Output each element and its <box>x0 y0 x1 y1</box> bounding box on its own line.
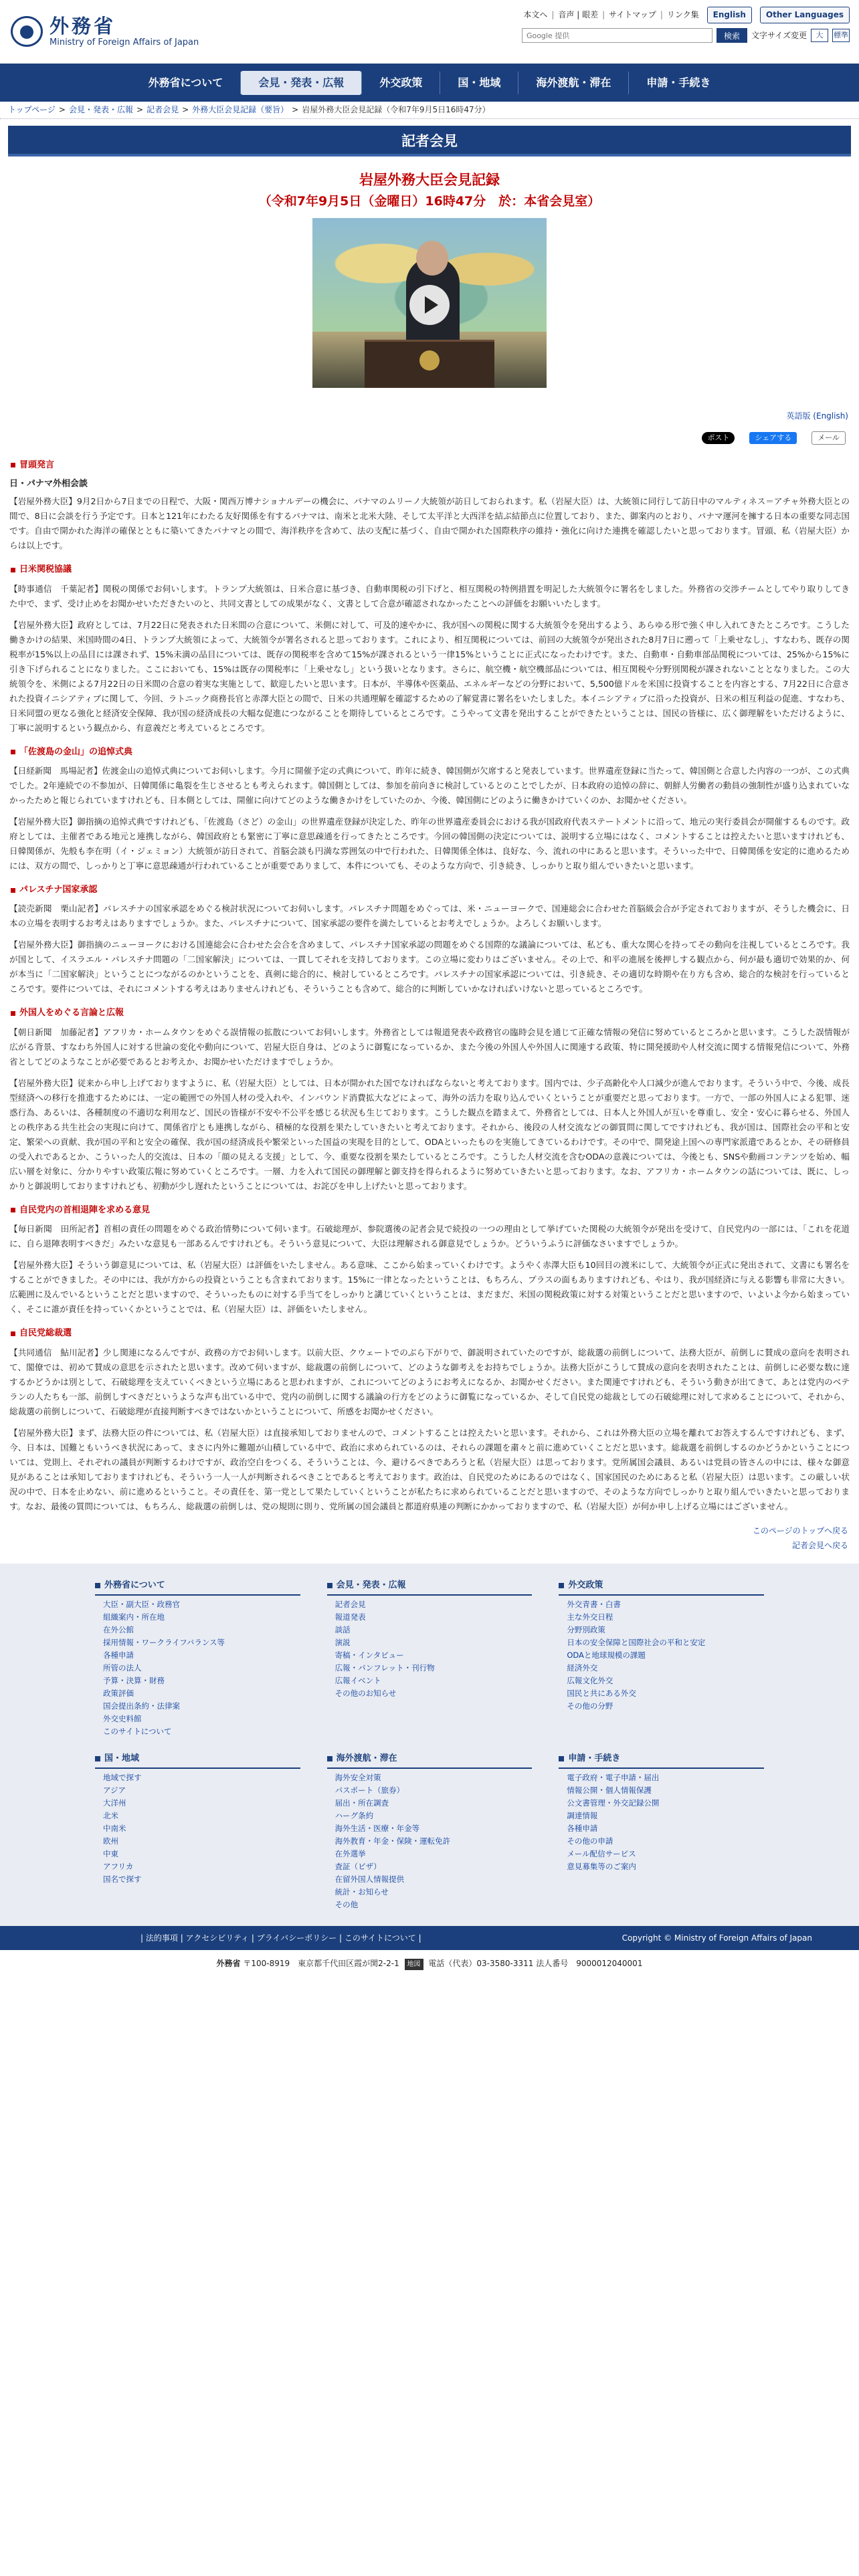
sitemap-link[interactable]: 広報文化外交 <box>567 1675 613 1685</box>
paragraph: 【時事通信 千葉記者】関税の関係でお伺いします。トランプ大統領は、日米合意に基づき、自動車関税の引下げと、相互関税の特例措置を明記した大統領令に署名をしました。外務省の交渉チームとしてやり取りしてきた中で、まず、受け止めをお聞かせいただきたいのと、共同文書としての成果がなく、文書として合意が確認されなかったことへの評価をお願いいたします。 <box>9 583 850 609</box>
english-version-link[interactable]: 英語版 (English) <box>786 411 848 421</box>
sitemap-link[interactable]: その他の分野 <box>567 1701 613 1711</box>
article-section <box>9 1326 850 1513</box>
sitemap-bullet-icon <box>559 1583 564 1588</box>
mofa-emblem-icon <box>11 16 43 47</box>
section-heading-text: 日米関税協議 <box>19 564 72 575</box>
sitemap-link[interactable]: 国名で探す <box>103 1874 142 1885</box>
sitemap-link[interactable]: 組織案内・所在地 <box>103 1612 165 1622</box>
play-icon <box>425 296 438 314</box>
paragraph: 【岩屋外務大臣】まず、法務大臣の件については、私（岩屋大臣）は直接承知しておりませんので、コメントすることは控えたいと思います。それから、これは外務大臣の立場を離れてお答えするんですけれども、まず、今、日本は、国難ともいうべき状況にあって、まさに内外に難題が山積している中で、政治に求められているのは、それらの課題を粛々と前に進めていくことだと思います。総裁選を前倒しするのかどうかということについては、党則上、それぞれの議員が判断するわけですが、政治空白をつくる、そういうことは、今、避けるべきであろうと私（岩屋大臣）は思っております。党所属国会議員、あるいは党員の皆さんの中には、様々な御意見があることは承知しておりますけれども、そういう一人一人が判断されるべきことであると考えております。政治は、自民党のためにあるのではなく、国家国民のためにあると私（岩屋大臣）は思います。この厳しい状況の中で、日本を止めない、前に進めるということ。その責任を、第一党として果たしていくということが私たちに求められていることだと思いますので、そのような方向でしっかりと取り組んでいきたいと思っております。なお、最後の質問については、もちろん、総裁選の前倒しは、党の規則に則り、党所属の国会議員と都道府県連の判断にかかっておりますので、私（岩屋大臣）が何か申し上げる立場にはございません。 <box>9 1427 850 1511</box>
footer-link-privacy[interactable]: プライバシーポリシー <box>256 1933 337 1943</box>
section-heading <box>9 1006 850 1021</box>
sitemap-link[interactable]: 外交史料館 <box>103 1713 142 1723</box>
fontsize-label: 文字サイズ変更 <box>751 30 807 40</box>
sitemap-link[interactable]: 公文書管理・外交記録公開 <box>567 1798 660 1808</box>
footer-bar: | 法的事項 | アクセシビリティ | プライバシーポリシー | このサイトについて | Copyright © Ministry of Foreign Affairs of Japan <box>0 1926 859 1950</box>
sitemap-link[interactable]: パスポート（旅券） <box>335 1786 405 1796</box>
section-heading-text: 自民党総裁選 <box>19 1328 72 1339</box>
article-title: 岩屋外務大臣会見記録 <box>359 172 500 188</box>
sitemap-link[interactable]: 統計・お知らせ <box>335 1887 389 1897</box>
sitemap-link[interactable]: 欧州 <box>103 1836 118 1846</box>
sitemap-link[interactable]: アフリカ <box>103 1862 134 1872</box>
logo-title: 外務省 <box>50 15 116 37</box>
section-bullet-icon <box>11 750 15 754</box>
section-heading <box>9 1203 850 1218</box>
paragraph: 【日経新聞 馬場記者】佐渡金山の追悼式典についてお伺いします。今月に開催予定の式典について、昨年に続き、韓国側が欠席すると発表しています。世界遺産登録に当たって、韓国側と合意した内容の一つが、この式典でした。2年連続での不参加が、日韓関係に亀裂を生じさせるとも考えられます。韓国側としては、参加を前向きに検討しているとのことでしたが、日本政府の追悼の辞に、朝鮮人労働者の動員の強制性が盛り込まれていなかったためと報じられていますけれども、日本側としては、開催に向けてどのような働きかけをしていたのか、今後、韓国側にどのように働きかけていくのか、お聞かせください。 <box>9 766 850 806</box>
logo-subtitle: Ministry of Foreign Affairs of Japan <box>50 37 199 47</box>
page-top-link[interactable]: このページのトップへ戻る <box>752 1525 848 1535</box>
paragraph: 【共同通信 鮎川記者】少し関連になるんですが、政務の方でお伺いします。以前大臣、クウェートでのぶら下がりで、御説明されていたのですが、総裁選の前倒しについて、法務大臣が、前倒しに賛成の意向を表明されて、閣僚では、初めて賛成の意思を示されたと思います。改めて伺いますが、総裁選の前倒しについて、どのような御考えをお持ちでしょうか。法務大臣がこうして賛成の意向を表明されたことは、前倒しに必要な数に達するかどうかは別として、石破総理を支えていくべきという立場にあると思われますが、これについてどのようにお考えになるか、お聞かせください。また関連ですけれども、そういう動きが出てきて、あとは党内のベテランの人たちも一部、前倒しすべきだというような声も出ている中で、党内の前倒しに関する議論の行方をどのように御覧になっているか、そして自民党の総裁としての石破総理に対して求めることについて、それから、総裁選の前倒しについて、石破総理が直接判断すべきではないかということについて、所感をお聞かせください。 <box>9 1347 850 1416</box>
nav-procedures[interactable]: 申請・手続き <box>646 76 711 89</box>
sitemap-link[interactable]: 採用情報・ワークライフバランス等 <box>103 1637 225 1647</box>
fontsize-large-button[interactable]: 大 <box>811 29 828 42</box>
share-facebook-button[interactable]: シェアする <box>749 432 797 444</box>
sitemap-link[interactable]: 経済外交 <box>567 1662 598 1673</box>
breadcrumb-link-conference[interactable]: 記者会見 <box>147 105 179 115</box>
nav-travel[interactable]: 海外渡航・滞在 <box>536 76 611 89</box>
sitemap-link[interactable]: 在留外国人情報提供 <box>335 1874 405 1885</box>
section-bullet-icon <box>11 1331 15 1336</box>
sitemap-bullet-icon <box>95 1756 100 1761</box>
utility-link-links[interactable]: リンク集 <box>666 10 699 19</box>
sitemap-heading-text: 申請・手続き <box>568 1753 621 1763</box>
sitemap-link[interactable]: 談話 <box>335 1624 351 1634</box>
sitemap-heading[interactable] <box>559 1578 764 1596</box>
paragraph: 【岩屋外務大臣】御指摘のニューヨークにおける国連総会に合わせた会合を含めまして、パレスチナ国家承認の問題をめぐる国際的な議論については、私ども、重大な関心を持ってその動向を注視しているところです。我が国として、イスラエル・パレスチナ問題の「二国家解決」については、一貫してそれを支持しております。この立場に変わりはございません。その上で、和平の進展を後押しする観点から、何が最も適切で効果的か、何が本当に「二国家解決」ということにつながるのかということを、真剣に総合的に、検討しているところです。パレスチナの国家承認については、引き続き、その適切な時期や在り方も含め、総合的な検討を行っているところです。要件については、それにコメントする考えはありませんけれども、そういうことも含めて、総合的に判断していかなければいけないと思っているところです。 <box>9 940 850 994</box>
paragraph: 【岩屋外務大臣】従来から申し上げておりますように、私（岩屋大臣）としては、日本が開かれた国でなければならないと考えております。国内では、少子高齢化や人口減少が進んでおります。そういう中で、今後、成長型経済への移行を推進するためには、一定の範囲での外国人材の受入れや、インバウンド消費拡大などによって、海外の活力を取り込んでいくということが重要だと思っております。一方で、一部の外国人による犯罪、迷惑行為、あるいは、各種制度の不適切な利用など、国民の皆様が不安や不公平を感じる状況も生じております。こうした観点を踏まえて、外務省としては、日本人と外国人が互いを尊重し、安全・安心に暮らせる、外国人との秩序ある共生社会の実現に向けて、関係省庁とも連携しながら、積極的な役割を果たしていきたいと考えております。それから、後段の人材交流などの御質問に関してですけれども、我が国は、国際社会の平和と安定、繁栄への貢献、我が国の平和と安全の確保、我が国の経済成長や繁栄といった国益の実現を目的として、ODAといったものを実施してきているわけです。その中で、開発途上国への専門家派遣であるとか、その研修員の受入れであるとか、こういった人的交流は、日本の「顔の見える支援」として、今、重要な役割を果たしているところです。こうした人材交流を含むODAの意義については、今後とも、SNSや動画コンテンツを始め、幅広い層を対象に、分かりやすい政策広報に努めていくところです。一層、力を入れて国民の御理解と御支持を得られるように努めていきたいと思っております。なお、アフリカ・ホームタウンの話については、既に、しっかりと御説明しておりますけれども、初動が少し遅れたということについては、お詫びを申し上げたいと思っております。 <box>9 1077 850 1191</box>
sitemap-column <box>327 1578 533 1738</box>
sitemap-link[interactable]: その他の申請 <box>567 1836 613 1846</box>
sitemap-link[interactable]: その他 <box>335 1900 359 1910</box>
sitemap-link[interactable]: 中東 <box>103 1849 118 1859</box>
sitemap-link[interactable]: アジア <box>103 1786 126 1796</box>
play-button[interactable] <box>409 285 450 325</box>
footer-link-about-site[interactable]: このサイトについて <box>344 1933 416 1943</box>
sitemap-heading[interactable] <box>327 1751 533 1769</box>
paragraph: 【岩屋外務大臣】そういう御意見については、私（岩屋大臣）は評価をいたしません。ある意味、ここから始まっていくわけです。ようやく赤澤大臣も10回目の渡米にして、大統領令が正式に発出されて、文書にも署名をすることができました。その中には、我が方からの投資ということも含まれております。15%に一律となったということは、もちろん、プラスの面もありますけれども、やはり、我が国経済に与える影響も非常に大きい。広範囲に及んでいるということだと思いますので、そういったものに対する手当てをしっかりと講じていくということは、まだまだ、米国の関税政策に対する対策ということだと思いますので、いよいよ今から始まっていく、そこに誰が責任を持っていくかということでは、私（岩屋大臣）は、評価をいたしません。 <box>9 1260 850 1315</box>
section-subheading: 日・パナマ外相会談 <box>9 478 88 489</box>
sitemap-link[interactable]: 大臣・副大臣・政務官 <box>103 1599 180 1609</box>
nav-about[interactable]: 外務省について <box>148 76 223 89</box>
nav-policy[interactable]: 外交政策 <box>379 76 423 89</box>
utility-link-sitemap[interactable]: サイトマップ <box>609 10 656 19</box>
sitemap-heading-text: 国・地域 <box>104 1753 140 1763</box>
article-body <box>0 458 859 1514</box>
utility-links: 本文へ | 音声 | 眼差 | サイトマップ | リンク集 English Other Languages <box>523 7 850 23</box>
search-input[interactable] <box>522 28 712 43</box>
footer-sitemap <box>0 1564 859 1927</box>
site-header <box>0 0 859 64</box>
article-section <box>9 1006 850 1193</box>
nav-press[interactable]: 会見・発表・広報 <box>241 71 361 95</box>
sitemap-link[interactable]: 予算・決算・財務 <box>103 1675 165 1685</box>
sitemap-link[interactable]: 各種申請 <box>567 1824 598 1834</box>
sitemap-column <box>559 1578 764 1738</box>
sitemap-link[interactable]: 所管の法人 <box>103 1662 142 1673</box>
sitemap-heading[interactable] <box>559 1751 764 1769</box>
paragraph: 【毎日新聞 田所記者】首相の責任の問題をめぐる政治情勢について伺います。石破総理が、参院選後の記者会見で続投の一つの理由として挙げていた関税の大統領令が発出を受けて、自民党内の一部には、「これを花道に、自ら退陣表明すべきだ」みたいな意見も一部あるんですけれども。そういう意見について、大臣は理解される御意見でしょうか。どういうふうに評価なさいますでしょうか。 <box>9 1224 850 1249</box>
sitemap-link[interactable]: 日本の安全保障と国際社会の平和と安定 <box>567 1637 706 1647</box>
section-bullet-icon <box>11 568 15 572</box>
sitemap-column <box>327 1751 533 1911</box>
sitemap-heading[interactable] <box>327 1578 533 1596</box>
section-heading-text: 自民党内の首相退陣を求める意見 <box>19 1204 151 1215</box>
article-section <box>9 883 850 996</box>
sitemap-link[interactable]: 査証（ビザ） <box>335 1862 381 1872</box>
section-heading <box>9 562 850 577</box>
sitemap-link[interactable]: このサイトについて <box>103 1726 172 1736</box>
sitemap-heading-text: 外交政策 <box>568 1580 603 1590</box>
section-bullet-icon <box>11 1208 15 1212</box>
section-bullet-icon <box>11 463 15 467</box>
sitemap-link[interactable]: 意見募集等のご案内 <box>567 1862 636 1872</box>
paragraph: 【岩屋外務大臣】御指摘の追悼式典ですけれども、「佐渡島（さど）の金山」の世界遺産登録が決定した、昨年の世界遺産委員会における我が国政府代表ステートメントに沿って、地元の実行委員会が開催するものです。政府としては、主催者である地元と連携しながら、韓国政府とも緊密に丁寧に意思疎通を行ってきたところです。今回の韓国側の決定については、説明する立場にはなく、コメントすることは控えたいと思いますけれども、日韓関係が、先般も李在明（イ・ジェミョン）大統領が訪日されて、首脳会談も円満な雰囲気の中で行われた、日韓関係全体は、良好な、今、流れの中にあると思います。そういった中で、日韓関係を安定的に進めるためには、双方の間で、しっかりと丁寧に意思疎通が行われていることが重要でありまして、本件についても、そのような方向で、引き続き、しっかりと取り組んでいきたいと思います。 <box>9 817 850 871</box>
breadcrumb: トップページ > 会見・発表・広報 > 記者会見 > 外務大臣会見記録（要旨） > 岩屋外務大臣会見記録（令和7年9月5日16時47分） <box>0 102 859 119</box>
sitemap-link[interactable]: 情報公開・個人情報保護 <box>567 1786 652 1796</box>
sitemap-link[interactable]: ODAと地球規模の課題 <box>567 1650 646 1660</box>
corporate-number: 法人番号 9000012040001 <box>536 1959 643 1969</box>
address-org: 外務省 <box>216 1959 241 1969</box>
search-button[interactable]: 検索 <box>717 28 747 43</box>
sitemap-link[interactable]: 海外教育・年金・保険・運転免許 <box>335 1836 451 1846</box>
sitemap-link[interactable]: 海外安全対策 <box>335 1773 381 1783</box>
section-bullet-icon <box>11 1011 15 1016</box>
paragraph: 【朝日新聞 加藤記者】アフリカ・ホームタウンをめぐる誤情報の拡散についてお伺いします。外務省としては報道発表や政務官の臨時会見を通じて正確な情報の発信に努めているところかと思います。こうした誤情報が広がる背景、すなわち外国人に対する世論の変化や動向について、岩屋大臣自身は、どのように御覧になっているか、また今後の外国人や外国人に関連する政策、特に開発援助や人材交流に関する情報発信について、外務省としてどのようなことが必要であるとお考えか、お聞かせいただけますでしょうか。 <box>9 1027 850 1067</box>
sitemap-link[interactable]: 調達情報 <box>567 1811 598 1821</box>
section-heading <box>9 745 850 760</box>
nav-regions[interactable]: 国・地域 <box>458 76 501 89</box>
breadcrumb-current: 岩屋外務大臣会見記録（令和7年9月5日16時47分） <box>302 105 490 115</box>
search-row <box>522 28 850 43</box>
sitemap-link[interactable]: ハーグ条約 <box>335 1811 374 1821</box>
share-buttons <box>0 431 859 445</box>
map-link[interactable]: 地図 <box>405 1959 423 1970</box>
sitemap-link[interactable]: 国会提出条約・法律案 <box>103 1701 180 1711</box>
share-x-button[interactable]: ポスト <box>702 432 735 444</box>
sitemap-link[interactable]: 中南米 <box>103 1824 126 1834</box>
sitemap-link[interactable]: 各種申請 <box>103 1650 134 1660</box>
breadcrumb-link-records[interactable]: 外務大臣会見記録（要旨） <box>192 105 289 115</box>
fontsize-default-button[interactable]: 標準 <box>832 29 850 42</box>
section-heading <box>9 1326 850 1341</box>
sitemap-link[interactable]: メール配信サービス <box>567 1849 636 1859</box>
sitemap-link[interactable]: 国民と共にある外交 <box>567 1688 636 1698</box>
section-heading-text: 「佐渡島の金山」の追悼式典 <box>19 746 133 757</box>
sitemap-link[interactable]: 記者会見 <box>335 1599 366 1609</box>
footer-link-legal[interactable]: 法的事項 <box>145 1933 178 1943</box>
utility-link-voice[interactable]: 音声 | 眼差 <box>558 10 599 19</box>
sitemap-link[interactable]: 広報・パンフレット・刊行物 <box>335 1662 435 1673</box>
article-section <box>9 1203 850 1317</box>
video-player[interactable] <box>312 218 547 388</box>
sitemap-bullet-icon <box>95 1583 100 1588</box>
sitemap-link[interactable]: 演説 <box>335 1637 351 1647</box>
page-title: 記者会見 <box>8 126 851 156</box>
sitemap-bullet-icon <box>327 1756 332 1761</box>
paragraph: 【岩屋外務大臣】9月2日から7日までの日程で、大阪・関西万博ナショナルデーの機会に、パナマのムリーノ大統領が訪日しておられます。私（岩屋大臣）は、大統領に同行して訪日中のマルティネス＝アチャ外務大臣との間で、8日に会談を行う予定です。日本と121年にわたる友好関係を有するパナマは、南米と北米大陸、そして太平洋と大西洋を結ぶ結節点に位置しており、また、御案内のとおり、パナマ運河を擁する日本の重要な同志国です。自由で開かれた海洋の確保とともに築いてきたパナマとの間で、海洋秩序を含めて、法の支配に基づく、自由で開かれた国際秩序の維持・強化に向けた連携を確認したいと思っております。冒頭、私（岩屋大臣）からは以上です。 <box>9 496 850 551</box>
sitemap-link[interactable]: 分野別政策 <box>567 1624 605 1634</box>
sitemap-link[interactable]: 広報イベント <box>335 1675 381 1685</box>
section-bullet-icon <box>11 888 15 893</box>
footer-link-accessibility[interactable]: アクセシビリティ <box>185 1933 250 1943</box>
sitemap-link[interactable]: 地域で探す <box>103 1773 142 1783</box>
footer-address <box>0 1950 859 1984</box>
sitemap-link[interactable]: 外交青書・白書 <box>567 1599 621 1609</box>
other-languages-button[interactable]: Other Languages <box>760 7 850 23</box>
section-heading-text: パレスチナ国家承認 <box>19 885 98 895</box>
share-mail-button[interactable]: メール <box>812 431 846 445</box>
global-nav <box>0 64 859 102</box>
article-subtitle: （令和7年9月5日（金曜日）16時47分 於：本省会見室） <box>258 194 601 209</box>
sitemap-link[interactable]: 電子政府・電子申請・届出 <box>567 1773 660 1783</box>
sitemap-bullet-icon <box>559 1756 564 1761</box>
breadcrumb-link-press[interactable]: 会見・発表・広報 <box>68 105 133 115</box>
site-logo[interactable] <box>11 15 199 48</box>
sitemap-heading-text: 会見・発表・広報 <box>336 1580 406 1590</box>
sitemap-heading-text: 外務省について <box>104 1580 165 1590</box>
paragraph: 【岩屋外務大臣】政府としては、7月22日に発表された日米間の合意について、米側に対して、可及的速やかに、我が国への関税に関する大統領令を発出するよう、あらゆる形で強く申し入れてきたところです。こうした働きかけの結果、米国時間の4日、トランプ大統領によって、大統領令が署名されると思っております。これにより、相互関税については、前回の大統領令が発出された8月7日に遡って「上乗せなし」、すなわち、既存の関税率が15%以上の品目には課されず、15%未満の品目については、既存の関税率を含めて15%が課されるという一律15%ということに正式になったわけです。また、自動車・自動車部品関税については、25%から15%に引き下げられることになりました。ここにおいても、15%は既存の関税率に「上乗せなし」という扱いとなります。さらに、航空機・航空機部品については、相互関税や分野別関税が課されないこととなりました。この大統領令を、米側による7月22日の日米間の合意の着実な実施として、歓迎したいと思います。日本が、半導体や医薬品、エネルギーなどの分野において、5,500億ドルを米国に投資することを内容とする、7月22日に合意された投資イニシアティブに関して、今回、ラトニック商務長官と赤澤大臣との間で、日米の共通理解を確認するための了解覚書に署名をいたしました。本イニシアティブに沿った投資が、日米の相互利益の促進、すなわち、日米同盟の更なる強化と経済安全保障、我が国の経済成長の大幅な促進につながることを期待しているところです。こうやって文書を発出することができたということは、国民の皆様に、広く御理解をいただけるように、丁寧に説明するという観点から、有意義だと考えているところです。 <box>9 619 850 733</box>
sitemap-heading[interactable] <box>95 1751 300 1769</box>
sitemap-bullet-icon <box>327 1583 332 1588</box>
sitemap-link[interactable]: 主な外交日程 <box>567 1612 613 1622</box>
sitemap-link[interactable]: 政策評価 <box>103 1688 134 1698</box>
sitemap-link[interactable]: 報道発表 <box>335 1612 366 1622</box>
sitemap-link[interactable]: 大洋州 <box>103 1798 126 1808</box>
sitemap-link[interactable]: 海外生活・医療・年金等 <box>335 1824 420 1834</box>
section-heading-text: 冒頭発言 <box>19 459 55 470</box>
sitemap-link[interactable]: 寄稿・インタビュー <box>335 1650 404 1660</box>
paragraph: 【読売新聞 栗山記者】パレスチナの国家承認をめぐる検討状況についてお伺いします。パレスチナ問題をめぐっては、米・ニューヨークで、国連総会に合わせた首脳級会合が予定されておりますが、そうした機会に、日本の立場を表明するお考えはありますでしょうか。また、パレスチナについて、国家承認の要件を満たしているとお考えでしょうか。よろしくお願いします。 <box>9 903 850 929</box>
article-section <box>9 458 850 554</box>
section-heading <box>9 458 850 473</box>
sitemap-column <box>95 1578 300 1738</box>
breadcrumb-link-top[interactable]: トップページ <box>8 105 56 115</box>
address-text: 〒100-8919 東京都千代田区霞が関2-2-1 <box>243 1959 399 1969</box>
article-section <box>9 745 850 873</box>
sitemap-link[interactable]: 在外公館 <box>103 1624 134 1634</box>
sitemap-column <box>95 1751 300 1911</box>
article-title-block <box>0 169 859 211</box>
copyright: Copyright © Ministry of Foreign Affairs of Japan <box>622 1933 812 1943</box>
sitemap-link[interactable]: 北米 <box>103 1811 118 1821</box>
sitemap-column <box>559 1751 764 1911</box>
utility-link-main[interactable]: 本文へ <box>523 10 548 19</box>
sitemap-link[interactable]: その他のお知らせ <box>335 1688 397 1698</box>
sitemap-link[interactable]: 在外選挙 <box>335 1849 366 1859</box>
section-heading <box>9 883 850 897</box>
sitemap-heading[interactable] <box>95 1578 300 1596</box>
back-to-conference-link[interactable]: 記者会見へ戻る <box>791 1540 848 1550</box>
phone-number: 電話（代表）03-3580-3311 <box>428 1959 534 1969</box>
english-button[interactable]: English <box>707 7 752 23</box>
article-section <box>9 562 850 735</box>
sitemap-link[interactable]: 届出・所在調査 <box>335 1798 389 1808</box>
sitemap-heading-text: 海外渡航・滞在 <box>336 1753 397 1763</box>
section-heading-text: 外国人をめぐる言論と広報 <box>19 1008 124 1018</box>
